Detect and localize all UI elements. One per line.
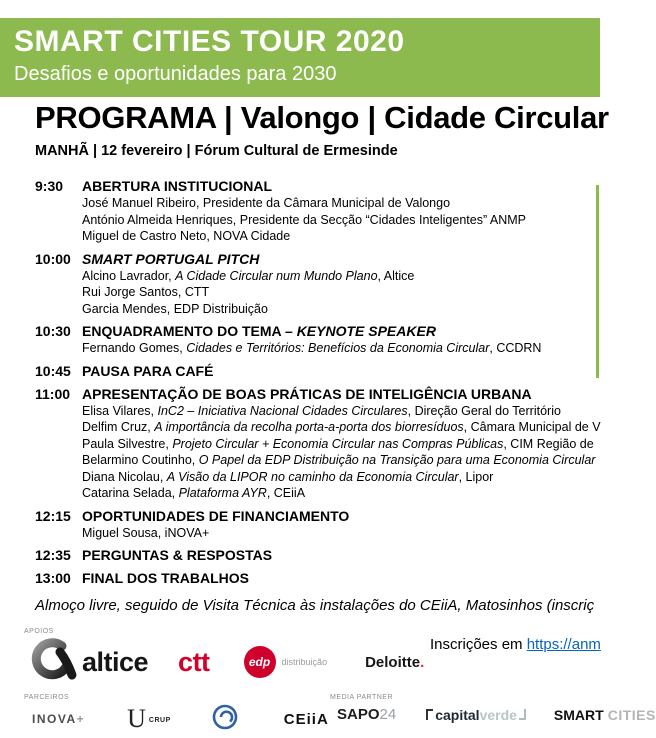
ccdr-circle-icon xyxy=(211,702,241,737)
text-segment: Belarmino Coutinho, xyxy=(82,453,199,467)
speaker-line xyxy=(82,268,635,285)
text-segment: PAUSA PARA CAFÉ xyxy=(82,362,214,379)
speaker-line xyxy=(82,485,635,502)
inova-logo xyxy=(32,712,85,726)
sponsors-label: APOIOS xyxy=(24,628,54,635)
green-accent-bar xyxy=(596,185,599,378)
agenda-body xyxy=(82,363,635,380)
capitalverde-logo xyxy=(426,707,526,723)
agenda-title xyxy=(82,508,635,525)
text-segment: Diana Nicolau, xyxy=(82,469,167,484)
inscriptions-text xyxy=(430,636,601,653)
agenda-body xyxy=(82,323,635,357)
text-segment: Miguel de Castro Neto, NOVA Cidade xyxy=(82,229,291,243)
text-segment: A Visão da LIPOR no caminho da Economia Circular xyxy=(166,469,459,484)
text-segment: FINAL DOS TRABALHOS xyxy=(82,570,249,586)
crup-text-block xyxy=(149,706,171,727)
cities-wordmark: CITIES xyxy=(607,706,656,723)
text-segment: José Manuel Ribeiro, Presidente da Câmara Municipal de Valongo xyxy=(82,196,451,210)
agenda-speakers xyxy=(82,525,635,542)
agenda-title xyxy=(82,363,635,380)
verde-wordmark: verde xyxy=(479,706,517,723)
speaker-line xyxy=(82,469,635,486)
text-segment: Alcino Lavrador, xyxy=(82,268,176,283)
inova-wordmark: INOVA xyxy=(32,712,77,726)
agenda-body xyxy=(82,570,635,587)
agenda-speakers xyxy=(82,195,635,245)
agenda-body xyxy=(82,178,635,245)
agenda-item xyxy=(35,386,635,502)
edp-circle-icon: edp xyxy=(244,646,276,678)
text-segment: António Almeida Henriques, Presidente da Secção “Cidades Inteligentes” ANMP xyxy=(82,212,527,227)
deloitte-wordmark: Deloitte xyxy=(365,653,421,671)
agenda-title xyxy=(82,178,635,195)
sapo24-logo xyxy=(337,706,396,723)
agenda-title xyxy=(82,386,635,403)
text-segment: Plataforma AYR xyxy=(178,486,267,500)
text-segment: InC2 – Iniciativa Nacional Cidades Circulares xyxy=(157,403,408,418)
agenda-title xyxy=(82,570,635,587)
speaker-line xyxy=(82,403,635,420)
speaker-line xyxy=(82,419,635,436)
agenda-speakers xyxy=(82,268,635,318)
sponsors-row xyxy=(30,638,424,686)
altice-swirl-icon xyxy=(30,637,76,688)
partners-row xyxy=(32,703,329,735)
text-segment: Garcia Mendes, EDP Distribuição xyxy=(82,301,268,316)
text-segment: A Cidade Circular num Mundo Plano xyxy=(175,268,378,283)
sapo-wordmark: SAPO xyxy=(337,706,380,723)
text-segment: Cidades e Territórios: Benefícios da Economia Circular xyxy=(186,341,490,355)
deloitte-dot: . xyxy=(420,653,425,671)
smart-wordmark: SMART xyxy=(553,706,604,723)
text-segment: Paula Silvestre, xyxy=(82,436,173,451)
agenda-item xyxy=(35,178,635,245)
agenda-time: 12:35 xyxy=(35,547,71,563)
banner-subtitle: Desafios e oportunidades para 2030 xyxy=(14,63,337,85)
capitalverde-bracket-icon xyxy=(426,709,433,720)
text-segment: , Lipor xyxy=(458,469,494,484)
edp-logo xyxy=(244,646,328,678)
page-title: PROGRAMA | Valongo | Cidade Circular xyxy=(35,100,609,135)
ceiia-logo: CEiiA xyxy=(283,710,329,728)
speaker-line xyxy=(82,452,635,469)
agenda-item xyxy=(35,570,635,587)
agenda-time: 10:45 xyxy=(35,362,71,379)
agenda-body xyxy=(82,508,635,542)
agenda-item xyxy=(35,363,635,380)
inova-plus: + xyxy=(76,712,86,726)
text-segment: APRESENTAÇÃO DE BOAS PRÁTICAS DE INTELIGÊNCIA URBANA xyxy=(82,385,532,402)
text-segment: Elisa Vilares, xyxy=(82,403,158,418)
speaker-line xyxy=(82,284,635,301)
speaker-line xyxy=(82,301,635,318)
text-segment: ABERTURA INSTITUCIONAL xyxy=(82,178,273,194)
agenda-item xyxy=(35,323,635,357)
smartcities-logo xyxy=(554,707,656,723)
partners-label: PARCEIROS xyxy=(24,694,70,701)
agenda xyxy=(35,178,635,593)
agenda-item xyxy=(35,508,635,542)
inscriptions-link[interactable]: https://anm xyxy=(526,636,601,653)
text-segment: KEYNOTE SPEAKER xyxy=(296,323,436,339)
speaker-line xyxy=(82,525,635,542)
text-segment: Projeto Circular + Economia Circular nas Compras Públicas xyxy=(172,436,504,451)
agenda-title xyxy=(82,323,635,340)
text-segment: PERGUNTAS & RESPOSTAS xyxy=(82,547,273,563)
agenda-time: 11:00 xyxy=(35,385,71,402)
banner xyxy=(0,18,600,97)
text-segment: A importância da recolha porta-a-porta dos biorresíduos xyxy=(154,420,464,434)
ctt-logo: ctt xyxy=(178,646,210,677)
inscriptions-prefix: Inscrições em xyxy=(430,636,527,653)
crup-wordmark: CRUP xyxy=(148,717,171,724)
text-segment: OPORTUNIDADES DE FINANCIAMENTO xyxy=(82,507,350,524)
text-segment: Miguel Sousa, iNOVA+ xyxy=(82,525,210,540)
speaker-line xyxy=(82,195,635,212)
text-segment: Catarina Selada, xyxy=(82,486,179,500)
speaker-line xyxy=(82,340,635,357)
lunch-note: Almoço livre, seguido de Visita Técnica às instalações do CEiiA, Matosinhos (inscriç xyxy=(35,597,595,614)
text-segment: ENQUADRAMENTO DO TEMA – xyxy=(82,323,297,339)
agenda-time: 12:15 xyxy=(35,507,71,524)
altice-wordmark: altice xyxy=(82,646,149,677)
agenda-time: 10:00 xyxy=(35,250,71,267)
agenda-title xyxy=(82,251,635,268)
text-segment: , CEiiA xyxy=(266,486,306,500)
crup-logo xyxy=(127,706,171,732)
text-segment: , CIM Região de xyxy=(503,436,594,451)
agenda-body xyxy=(82,251,635,318)
capital-wordmark: capital xyxy=(435,706,480,723)
text-segment: Delfim Cruz, xyxy=(82,420,155,434)
text-segment: SMART PORTUGAL PITCH xyxy=(82,250,260,267)
agenda-body xyxy=(82,547,635,564)
text-segment: , CCDRN xyxy=(489,341,542,355)
agenda-body xyxy=(82,386,635,502)
media-partner-label: MEDIA PARTNER xyxy=(330,694,394,701)
edp-sublabel: distribuição xyxy=(281,657,328,667)
agenda-time: 13:00 xyxy=(35,570,71,586)
agenda-speakers xyxy=(82,403,635,502)
text-segment: O Papel da EDP Distribuição na Transição para uma Economia Circular xyxy=(198,453,596,467)
agenda-time: 9:30 xyxy=(35,178,64,194)
text-segment: Fernando Gomes, xyxy=(82,341,187,355)
page-subtitle: MANHÃ | 12 fevereiro | Fórum Cultural de Ermesinde xyxy=(35,143,398,159)
agenda-time: 10:30 xyxy=(35,323,71,339)
agenda-title xyxy=(82,547,635,564)
crup-u-icon: U xyxy=(127,704,146,733)
speaker-line xyxy=(82,228,635,245)
altice-logo xyxy=(30,637,148,688)
agenda-item xyxy=(35,251,635,318)
speaker-line xyxy=(82,212,635,229)
text-segment: , Altice xyxy=(377,268,415,283)
agenda-item xyxy=(35,547,635,564)
deloitte-logo xyxy=(365,654,424,671)
speaker-line xyxy=(82,436,635,453)
media-partner-row xyxy=(337,706,656,723)
agenda-speakers xyxy=(82,340,635,357)
banner-title: SMART CITIES TOUR 2020 xyxy=(14,25,405,58)
ccdr-logo xyxy=(211,702,244,737)
text-segment: Rui Jorge Santos, CTT xyxy=(82,285,210,299)
sapo-24: 24 xyxy=(379,706,397,723)
text-segment: , Direção Geral do Território xyxy=(407,403,561,418)
capitalverde-bracket-icon xyxy=(519,709,526,720)
text-segment: , Câmara Municipal de V xyxy=(463,420,601,434)
